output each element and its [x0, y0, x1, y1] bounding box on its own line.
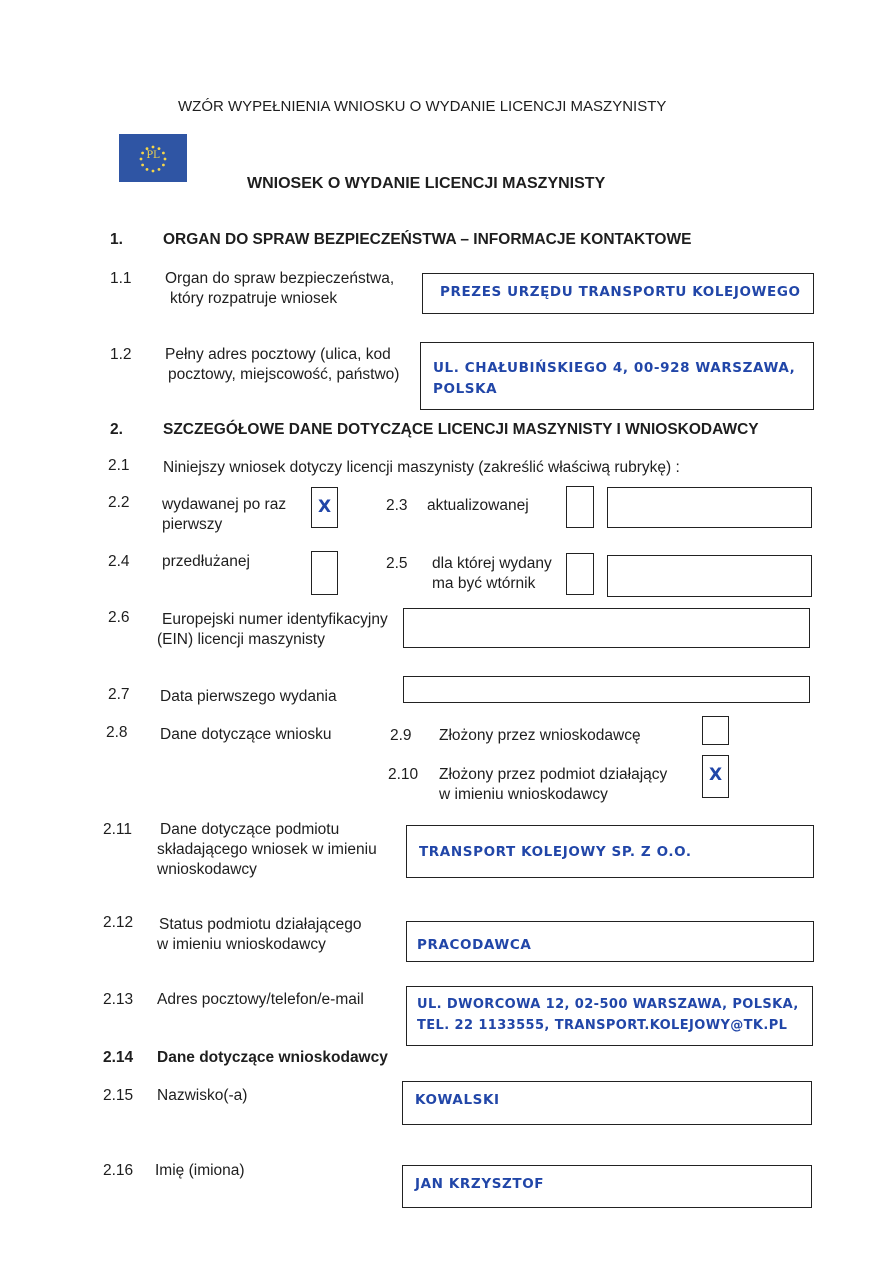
duplicate-checkbox[interactable]: [566, 553, 594, 595]
form-title: WNIOSEK O WYDANIE LICENCJI MASZYNISTY: [247, 175, 606, 192]
field-2-12-number: 2.12: [103, 914, 134, 931]
field-2-9-label: Złożony przez wnioskodawcę: [439, 727, 641, 744]
field-2-16-number: 2.16: [103, 1162, 134, 1179]
field-2-10-number: 2.10: [388, 766, 419, 783]
field-1-1-label-line-2: który rozpatruje wniosek: [170, 290, 338, 307]
ein-field[interactable]: [403, 608, 810, 648]
field-2-3-label: aktualizowanej: [427, 497, 529, 514]
field-2-15-number: 2.15: [103, 1087, 134, 1104]
contact-details-field[interactable]: [406, 986, 813, 1046]
updated-details-field[interactable]: [607, 487, 812, 528]
field-2-11-label-line-3: wnioskodawcy: [157, 861, 257, 878]
submitting-entity-field[interactable]: [406, 825, 814, 878]
field-2-8-label: Dane dotyczące wniosku: [160, 726, 332, 743]
safety-authority-field[interactable]: [422, 273, 814, 314]
contact-details-value-line-1: UL. DWORCOWA 12, 02-500 WARSZAWA, POLSKA,: [417, 997, 799, 1012]
flag-country-code: PL: [146, 150, 160, 161]
field-2-6-number: 2.6: [108, 609, 130, 626]
first-names-value: JAN KRZYSZTOF: [415, 1176, 545, 1192]
field-2-13-label: Adres pocztowy/telefon/e-mail: [157, 991, 364, 1008]
field-2-8-number: 2.8: [106, 724, 128, 741]
section-1-number: 1.: [110, 231, 123, 248]
field-2-12-label-line-1: Status podmiotu działającego: [159, 916, 362, 933]
field-1-2-label-line-2: pocztowy, miejscowość, państwo): [168, 366, 400, 383]
field-2-2-label-line-2: pierwszy: [162, 516, 223, 533]
field-2-14-label: Dane dotyczące wnioskodawcy: [157, 1049, 388, 1066]
first-names-field[interactable]: [402, 1165, 812, 1208]
updated-checkbox[interactable]: [566, 486, 594, 528]
submitting-entity-value: TRANSPORT KOLEJOWY SP. Z O.O.: [419, 844, 692, 860]
field-2-5-number: 2.5: [386, 555, 408, 572]
field-1-2-number: 1.2: [110, 346, 132, 363]
section-1-title: ORGAN DO SPRAW BEZPIECZEŃSTWA – INFORMACJE KONTAKTOWE: [163, 231, 692, 248]
field-2-10-label-line-1: Złożony przez podmiot działający: [439, 766, 668, 783]
first-issue-checkbox[interactable]: X: [311, 487, 338, 528]
field-2-11-label-line-2: składającego wniosek w imieniu: [157, 841, 377, 858]
safety-authority-value: PREZES URZĘDU TRANSPORTU KOLEJOWEGO: [440, 284, 801, 300]
field-2-2-label-line-1: wydawanej po raz: [162, 496, 287, 513]
field-2-1-number: 2.1: [108, 457, 130, 474]
surname-field[interactable]: [402, 1081, 812, 1125]
field-2-2-number: 2.2: [108, 494, 130, 511]
field-2-13-number: 2.13: [103, 991, 134, 1008]
field-2-10-label-line-2: w imieniu wnioskodawcy: [439, 786, 608, 803]
submitted-by-applicant-checkbox[interactable]: [702, 716, 729, 745]
field-2-9-number: 2.9: [390, 727, 412, 744]
postal-address-value-line-1: UL. CHAŁUBIŃSKIEGO 4, 00-928 WARSZAWA,: [433, 360, 796, 376]
section-2-title: SZCZEGÓŁOWE DANE DOTYCZĄCE LICENCJI MASZYNISTY I WNIOSKODAWCY: [163, 421, 759, 438]
field-2-6-label-line-1: Europejski numer identyfikacyjny: [162, 611, 388, 628]
field-2-4-number: 2.4: [108, 553, 130, 570]
field-2-5-label-line-2: ma być wtórnik: [432, 575, 536, 592]
field-1-2-label-line-1: Pełny adres pocztowy (ulica, kod: [165, 346, 391, 363]
contact-details-value-line-2: TEL. 22 1133555, TRANSPORT.KOLEJOWY@TK.PL: [417, 1018, 788, 1033]
entity-status-field[interactable]: [406, 921, 814, 962]
field-2-11-label-line-1: Dane dotyczące podmiotu: [160, 821, 340, 838]
field-2-14-number: 2.14: [103, 1049, 134, 1066]
postal-address-value-line-2: POLSKA: [433, 381, 498, 397]
field-2-3-number: 2.3: [386, 497, 408, 514]
entity-status-value: PRACODAWCA: [417, 937, 532, 953]
field-2-7-label: Data pierwszego wydania: [160, 688, 337, 705]
field-2-4-label: przedłużanej: [162, 553, 250, 570]
field-2-11-number: 2.11: [103, 821, 133, 838]
field-1-1-label-line-1: Organ do spraw bezpieczeństwa,: [165, 270, 395, 287]
surname-value: KOWALSKI: [415, 1092, 500, 1108]
field-2-16-label: Imię (imiona): [155, 1162, 245, 1179]
section-2-number: 2.: [110, 421, 123, 438]
first-issue-date-field[interactable]: [403, 676, 810, 703]
field-2-7-number: 2.7: [108, 686, 130, 703]
field-1-1-number: 1.1: [110, 270, 132, 287]
field-2-15-label: Nazwisko(-a): [157, 1087, 248, 1104]
eu-flag-logo: [119, 134, 187, 182]
duplicate-details-field[interactable]: [607, 555, 812, 597]
field-2-5-label-line-1: dla której wydany: [432, 555, 552, 572]
postal-address-field[interactable]: [420, 342, 814, 410]
field-2-12-label-line-2: w imieniu wnioskodawcy: [157, 936, 326, 953]
submitted-by-entity-checkbox[interactable]: X: [702, 755, 729, 798]
field-2-1-label: Niniejszy wniosek dotyczy licencji maszynisty (zakreślić właściwą rubrykę) :: [163, 459, 680, 476]
field-2-6-label-line-2: (EIN) licencji maszynisty: [157, 631, 325, 648]
document-top-title: WZÓR WYPEŁNIENIA WNIOSKU O WYDANIE LICENCJI MASZYNISTY: [178, 98, 667, 115]
renewed-checkbox[interactable]: [311, 551, 338, 595]
